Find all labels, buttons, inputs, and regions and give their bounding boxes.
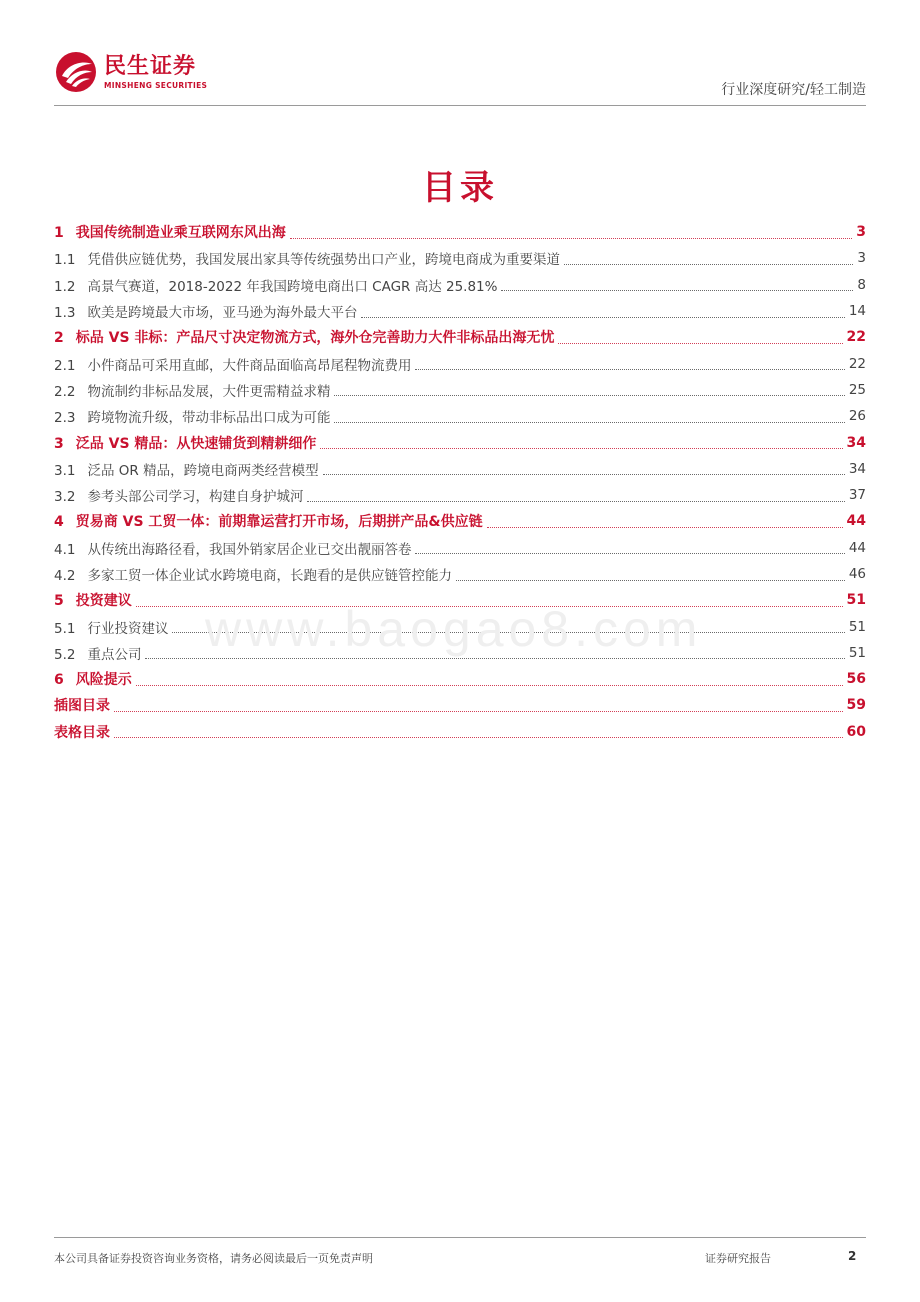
toc-entry-page: 14 [848,303,866,320]
toc-entry[interactable] [54,692,866,718]
toc-entry-text: 标品 VS 非标：产品尺寸决定物流方式，海外仓完善助力大件非标品出海无忧 [75,330,555,347]
toc-entry-text: 表格目录 [54,724,110,741]
toc-entry-page: 56 [846,671,866,688]
footer-report-type: 证券研究报告 [705,1252,771,1265]
toc-entry[interactable] [54,535,866,561]
toc-entry-page: 44 [846,513,866,530]
toc-leader-dots [334,381,844,396]
toc-entry[interactable] [54,350,866,376]
header-divider [54,105,866,106]
toc-entry-label [54,643,141,663]
toc-entry-text: 行业投资建议 [87,620,169,637]
toc-entry[interactable] [54,298,866,324]
toc-entry-label [54,722,110,742]
toc-entry[interactable] [54,272,866,298]
toc-entry-text: 跨境物流升级，带动非标品出口成为可能 [87,410,331,427]
toc-entry-number: 1 [54,225,64,242]
toc-leader-dots [415,539,844,554]
toc-entry-number: 2.2 [54,383,76,400]
toc-entry-page: 51 [848,618,866,635]
toc-entry-text: 重点公司 [87,646,142,663]
toc-entry-label [54,511,483,531]
toc-entry-page: 22 [846,329,866,346]
toc-entry-label [54,406,330,426]
table-of-contents [54,219,866,745]
toc-entry[interactable] [54,377,866,403]
toc-entry[interactable] [54,403,866,429]
toc-entry-text: 多家工贸一体企业试水跨境电商，长跑看的是供应链管控能力 [87,568,452,584]
toc-leader-dots [114,723,843,738]
page-title: 目录 [422,168,498,208]
toc-entry-page: 37 [848,487,866,504]
toc-entry-page: 22 [848,355,866,372]
watermark: www.baogao8.com [205,601,703,657]
toc-entry-text: 我国传统制造业乘互联网东风出海 [75,225,286,242]
toc-leader-dots [334,408,844,423]
toc-leader-dots [487,513,843,528]
toc-entry-number: 3.2 [54,489,76,506]
toc-leader-dots [558,329,842,344]
toc-entry-number: 4.2 [54,568,76,584]
toc-entry-text: 泛品 OR 精品，跨境电商两类经营模型 [87,462,319,479]
toc-entry-label [54,669,132,689]
toc-entry-text: 参考头部公司学习，构建自身护城河 [87,489,304,506]
logo-chinese-name: 民生证券 [104,53,197,79]
toc-entry[interactable] [54,719,866,745]
toc-entry-number: 5 [54,593,64,610]
toc-leader-dots [501,276,853,291]
toc-entry-number: 1.2 [54,278,76,295]
toc-entry-page: 34 [846,434,866,451]
toc-entry-number: 3.1 [54,462,76,479]
toc-entry-text: 小件商品可采用直邮，大件商品面临高昂尾程物流费用 [87,357,412,374]
toc-entry-label [54,275,497,295]
company-logo [54,50,207,94]
toc-entry[interactable] [54,245,866,271]
toc-entry-page: 3 [857,250,866,267]
toc-entry-label [54,248,560,268]
toc-leader-dots [290,224,853,239]
toc-entry-page: 25 [848,381,866,398]
toc-entry-label [54,617,168,637]
toc-leader-dots [361,303,844,318]
toc-entry-page: 8 [857,276,866,293]
toc-leader-dots [136,671,843,686]
page-header [54,50,866,106]
toc-entry-number: 2.3 [54,410,76,427]
toc-entry-number: 2.1 [54,357,76,374]
toc-entry-number: 5.2 [54,646,76,663]
toc-entry-number: 2 [54,330,64,347]
toc-entry-number: 1.3 [54,305,76,322]
footer-divider [54,1237,866,1238]
toc-entry[interactable] [54,429,866,455]
toc-leader-dots [564,250,853,265]
toc-leader-dots [415,355,844,370]
toc-entry-number: 4 [54,514,64,531]
toc-entry-label [54,301,357,321]
toc-entry-page: 51 [846,592,866,609]
toc-entry-text: 物流制约非标品发展，大件更需精益求精 [87,383,331,400]
toc-entry-label [54,459,319,479]
toc-entry-label [54,564,452,584]
toc-entry-number: 1.1 [54,252,76,269]
toc-leader-dots [323,460,845,475]
toc-entry-page: 51 [848,644,866,661]
toc-leader-dots [307,487,844,502]
page-number: 2 [848,1249,857,1263]
toc-entry-label [54,327,554,347]
toc-entry-number: 6 [54,672,64,689]
toc-leader-dots [114,697,843,712]
toc-entry-label [54,590,132,610]
toc-entry[interactable] [54,456,866,482]
toc-entry-text: 投资建议 [75,593,132,610]
toc-entry-text: 从传统出海路径看，我国外销家居企业已交出靓丽答卷 [87,541,412,558]
toc-entry-page: 60 [846,723,866,740]
toc-entry-page: 34 [848,460,866,477]
toc-entry-text: 插图目录 [54,698,110,715]
toc-entry-label [54,433,316,453]
toc-entry-number: 3 [54,435,64,452]
toc-entry-page: 44 [848,539,866,556]
toc-entry-text: 高景气赛道，2018-2022 年我国跨境电商出口 CAGR 高达 25.81% [87,278,498,295]
toc-leader-dots [320,434,842,449]
toc-entry-text: 贸易商 VS 工贸一体：前期靠运营打开市场，后期拼产品&供应链 [75,514,483,531]
toc-entry-text: 泛品 VS 精品：从快速铺货到精耕细作 [75,435,317,452]
toc-entry[interactable] [54,508,866,534]
toc-entry-label [54,354,411,374]
toc-entry-number: 4.1 [54,541,76,558]
toc-entry[interactable] [54,561,866,587]
minsheng-logo-icon [54,50,98,94]
toc-entry-page: 3 [856,224,866,241]
toc-entry[interactable] [54,482,866,508]
toc-entry-label [54,538,411,558]
toc-entry[interactable] [54,324,866,350]
toc-entry-label [54,380,330,400]
toc-entry-page: 46 [848,566,866,582]
toc-entry[interactable] [54,666,866,692]
toc-entry-page: 59 [846,697,866,714]
toc-entry-page: 26 [848,408,866,425]
toc-entry-text: 风险提示 [75,672,132,689]
toc-entry[interactable] [54,219,866,245]
toc-entry-label [54,222,286,242]
toc-leader-dots [456,566,845,581]
logo-english-name: MINSHENG SECURITIES [104,80,208,90]
report-category: 行业深度研究/轻工制造 [721,82,866,98]
toc-entry-text: 凭借供应链优势，我国发展出家具等传统强势出口产业，跨境电商成为重要渠道 [87,252,560,269]
toc-entry-label [54,485,303,505]
toc-entry-number: 5.1 [54,620,76,637]
toc-entry-label [54,695,110,715]
footer-disclaimer: 本公司具备证券投资咨询业务资格，请务必阅读最后一页免责声明 [54,1252,373,1265]
toc-entry-text: 欧美是跨境最大市场，亚马逊为海外最大平台 [87,305,358,322]
